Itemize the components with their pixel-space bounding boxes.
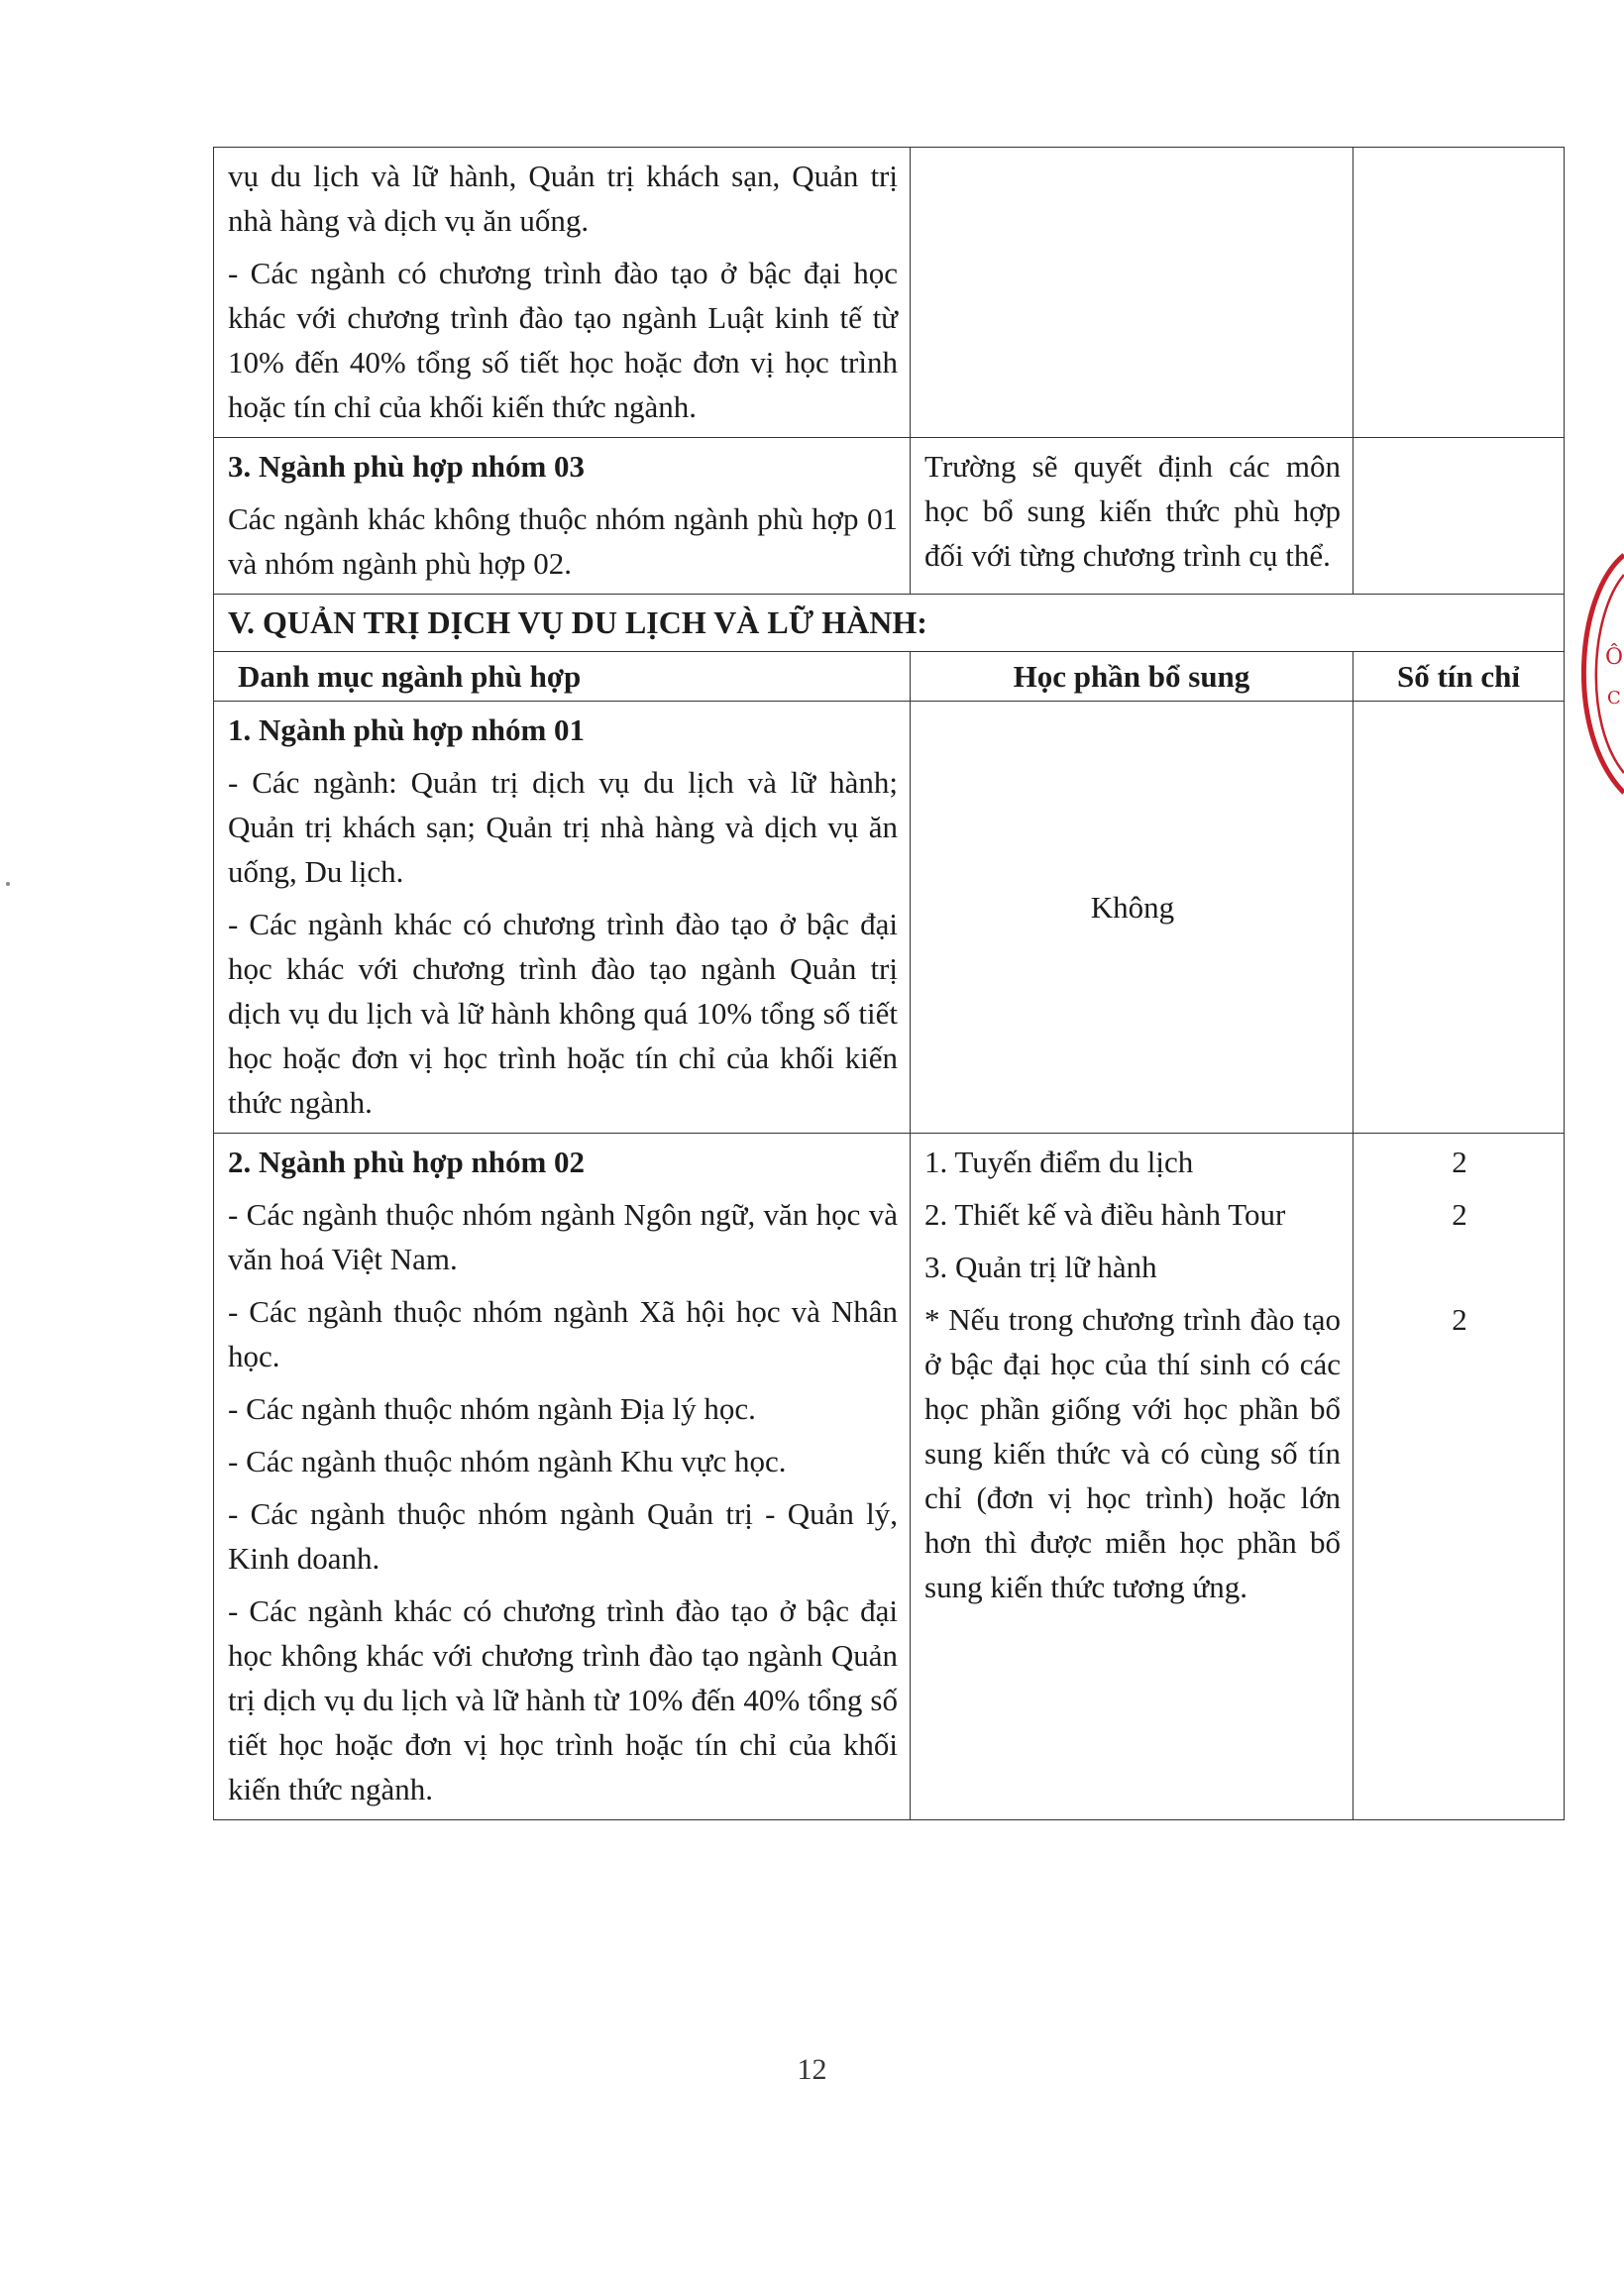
paragraph: - Các ngành khác có chương trình đào tạo ở bậc đại học không khác với chương trình đào tạo ngành Quản trị dịch vụ du lịch và lữ hành từ 10% đến 40% tổng số tiết học hoặc đơn vị học trình hoặc tín chỉ của khối kiến thức ngành. xyxy=(228,1593,898,1806)
empty-cell xyxy=(1353,438,1565,595)
paragraph: - Các ngành thuộc nhóm ngành Xã hội học và Nhân học. xyxy=(228,1294,898,1373)
group-title: 2. Ngành phù hợp nhóm 02 xyxy=(228,1145,586,1179)
credits-cell xyxy=(1353,1134,1565,1820)
group3-cell xyxy=(214,438,911,595)
column-header: Danh mục ngành phù hợp xyxy=(214,652,911,702)
course-item: 3. Quản trị lữ hành xyxy=(924,1250,1157,1284)
group1-cell xyxy=(214,702,911,1134)
empty-cell xyxy=(1353,148,1565,438)
credit-value: 2 xyxy=(1452,1197,1467,1232)
paragraph: - Các ngành thuộc nhóm ngành Ngôn ngữ, văn học và văn hoá Việt Nam. xyxy=(228,1197,898,1276)
empty-cell xyxy=(911,148,1353,438)
page-number: 12 xyxy=(797,2053,827,2086)
header-row xyxy=(214,652,1565,702)
empty-cell xyxy=(1353,702,1565,1134)
course-item: 1. Tuyến điểm du lịch xyxy=(924,1145,1194,1179)
paragraph: - Các ngành thuộc nhóm ngành Khu vực học. xyxy=(228,1444,787,1478)
paragraph: - Các ngành: Quản trị dịch vụ du lịch và lữ hành; Quản trị khách sạn; Quản trị nhà hàng và dịch vụ ăn uống, Du lịch. xyxy=(228,765,898,889)
supplement-text: Không xyxy=(1090,890,1175,925)
course-item: 2. Thiết kế và điều hành Tour xyxy=(924,1197,1286,1232)
column-header: Học phần bổ sung xyxy=(911,652,1353,702)
continuation-cell xyxy=(214,148,911,438)
table-row xyxy=(214,1134,1565,1820)
table-row xyxy=(214,702,1565,1134)
group2-cell xyxy=(214,1134,911,1820)
group-title: 1. Ngành phù hợp nhóm 01 xyxy=(228,712,586,747)
section-title: V. QUẢN TRỊ DỊCH VỤ DU LỊCH VÀ LỮ HÀNH: xyxy=(214,595,1565,652)
table-row xyxy=(214,148,1565,438)
svg-text:C: C xyxy=(1607,688,1621,709)
scan-speck xyxy=(6,882,10,886)
paragraph: Các ngành khác không thuộc nhóm ngành phù hợp 01 và nhóm ngành phù hợp 02. xyxy=(228,501,898,581)
paragraph: - Các ngành khác có chương trình đào tạo ở bậc đại học khác với chương trình đào tạo ngành Quản trị dịch vụ du lịch và lữ hành không quá 10% tổng số tiết học hoặc đơn vị học trình hoặc tín chỉ của khối kiến thức ngành. xyxy=(228,907,898,1120)
paragraph: vụ du lịch và lữ hành, Quản trị khách sạn, Quản trị nhà hàng và dịch vụ ăn uống. xyxy=(228,159,898,238)
paragraph: - Các ngành thuộc nhóm ngành Địa lý học. xyxy=(228,1391,756,1426)
exemption-note: * Nếu trong chương trình đào tạo ở bậc đại học của thí sinh có các học phần giống với học phần bổ sung kiến thức và có cùng số tín chỉ (đơn vị học trình) hoặc lớn hơn thì được miễn học phần bổ sung kiến thức tương ứng. xyxy=(924,1302,1341,1604)
supplement-cell xyxy=(911,438,1353,595)
supplement-cell xyxy=(911,702,1353,1134)
column-header: Số tín chỉ xyxy=(1353,652,1565,702)
credit-value: 2 xyxy=(1452,1145,1467,1179)
table-row xyxy=(214,438,1565,595)
svg-text:Ô: Ô xyxy=(1605,645,1624,670)
credit-value: 2 xyxy=(1452,1302,1467,1337)
table-row xyxy=(214,595,1565,652)
supplement-cell xyxy=(911,1134,1353,1820)
supplement-text: Trường sẽ quyết định các môn học bổ sung kiến thức phù hợp đối với từng chương trình cụ thể. xyxy=(924,449,1341,573)
group-title: 3. Ngành phù hợp nhóm 03 xyxy=(228,449,586,484)
stamp-seal-icon xyxy=(1556,535,1624,813)
supplement-table xyxy=(213,147,1565,1820)
paragraph: - Các ngành có chương trình đào tạo ở bậc đại học khác với chương trình đào tạo ngành Luật kinh tế từ 10% đến 40% tổng số tiết học hoặc đơn vị học trình hoặc tín chỉ của khối kiến thức ngành. xyxy=(228,256,898,424)
paragraph: - Các ngành thuộc nhóm ngành Quản trị - Quản lý, Kinh doanh. xyxy=(228,1496,898,1576)
